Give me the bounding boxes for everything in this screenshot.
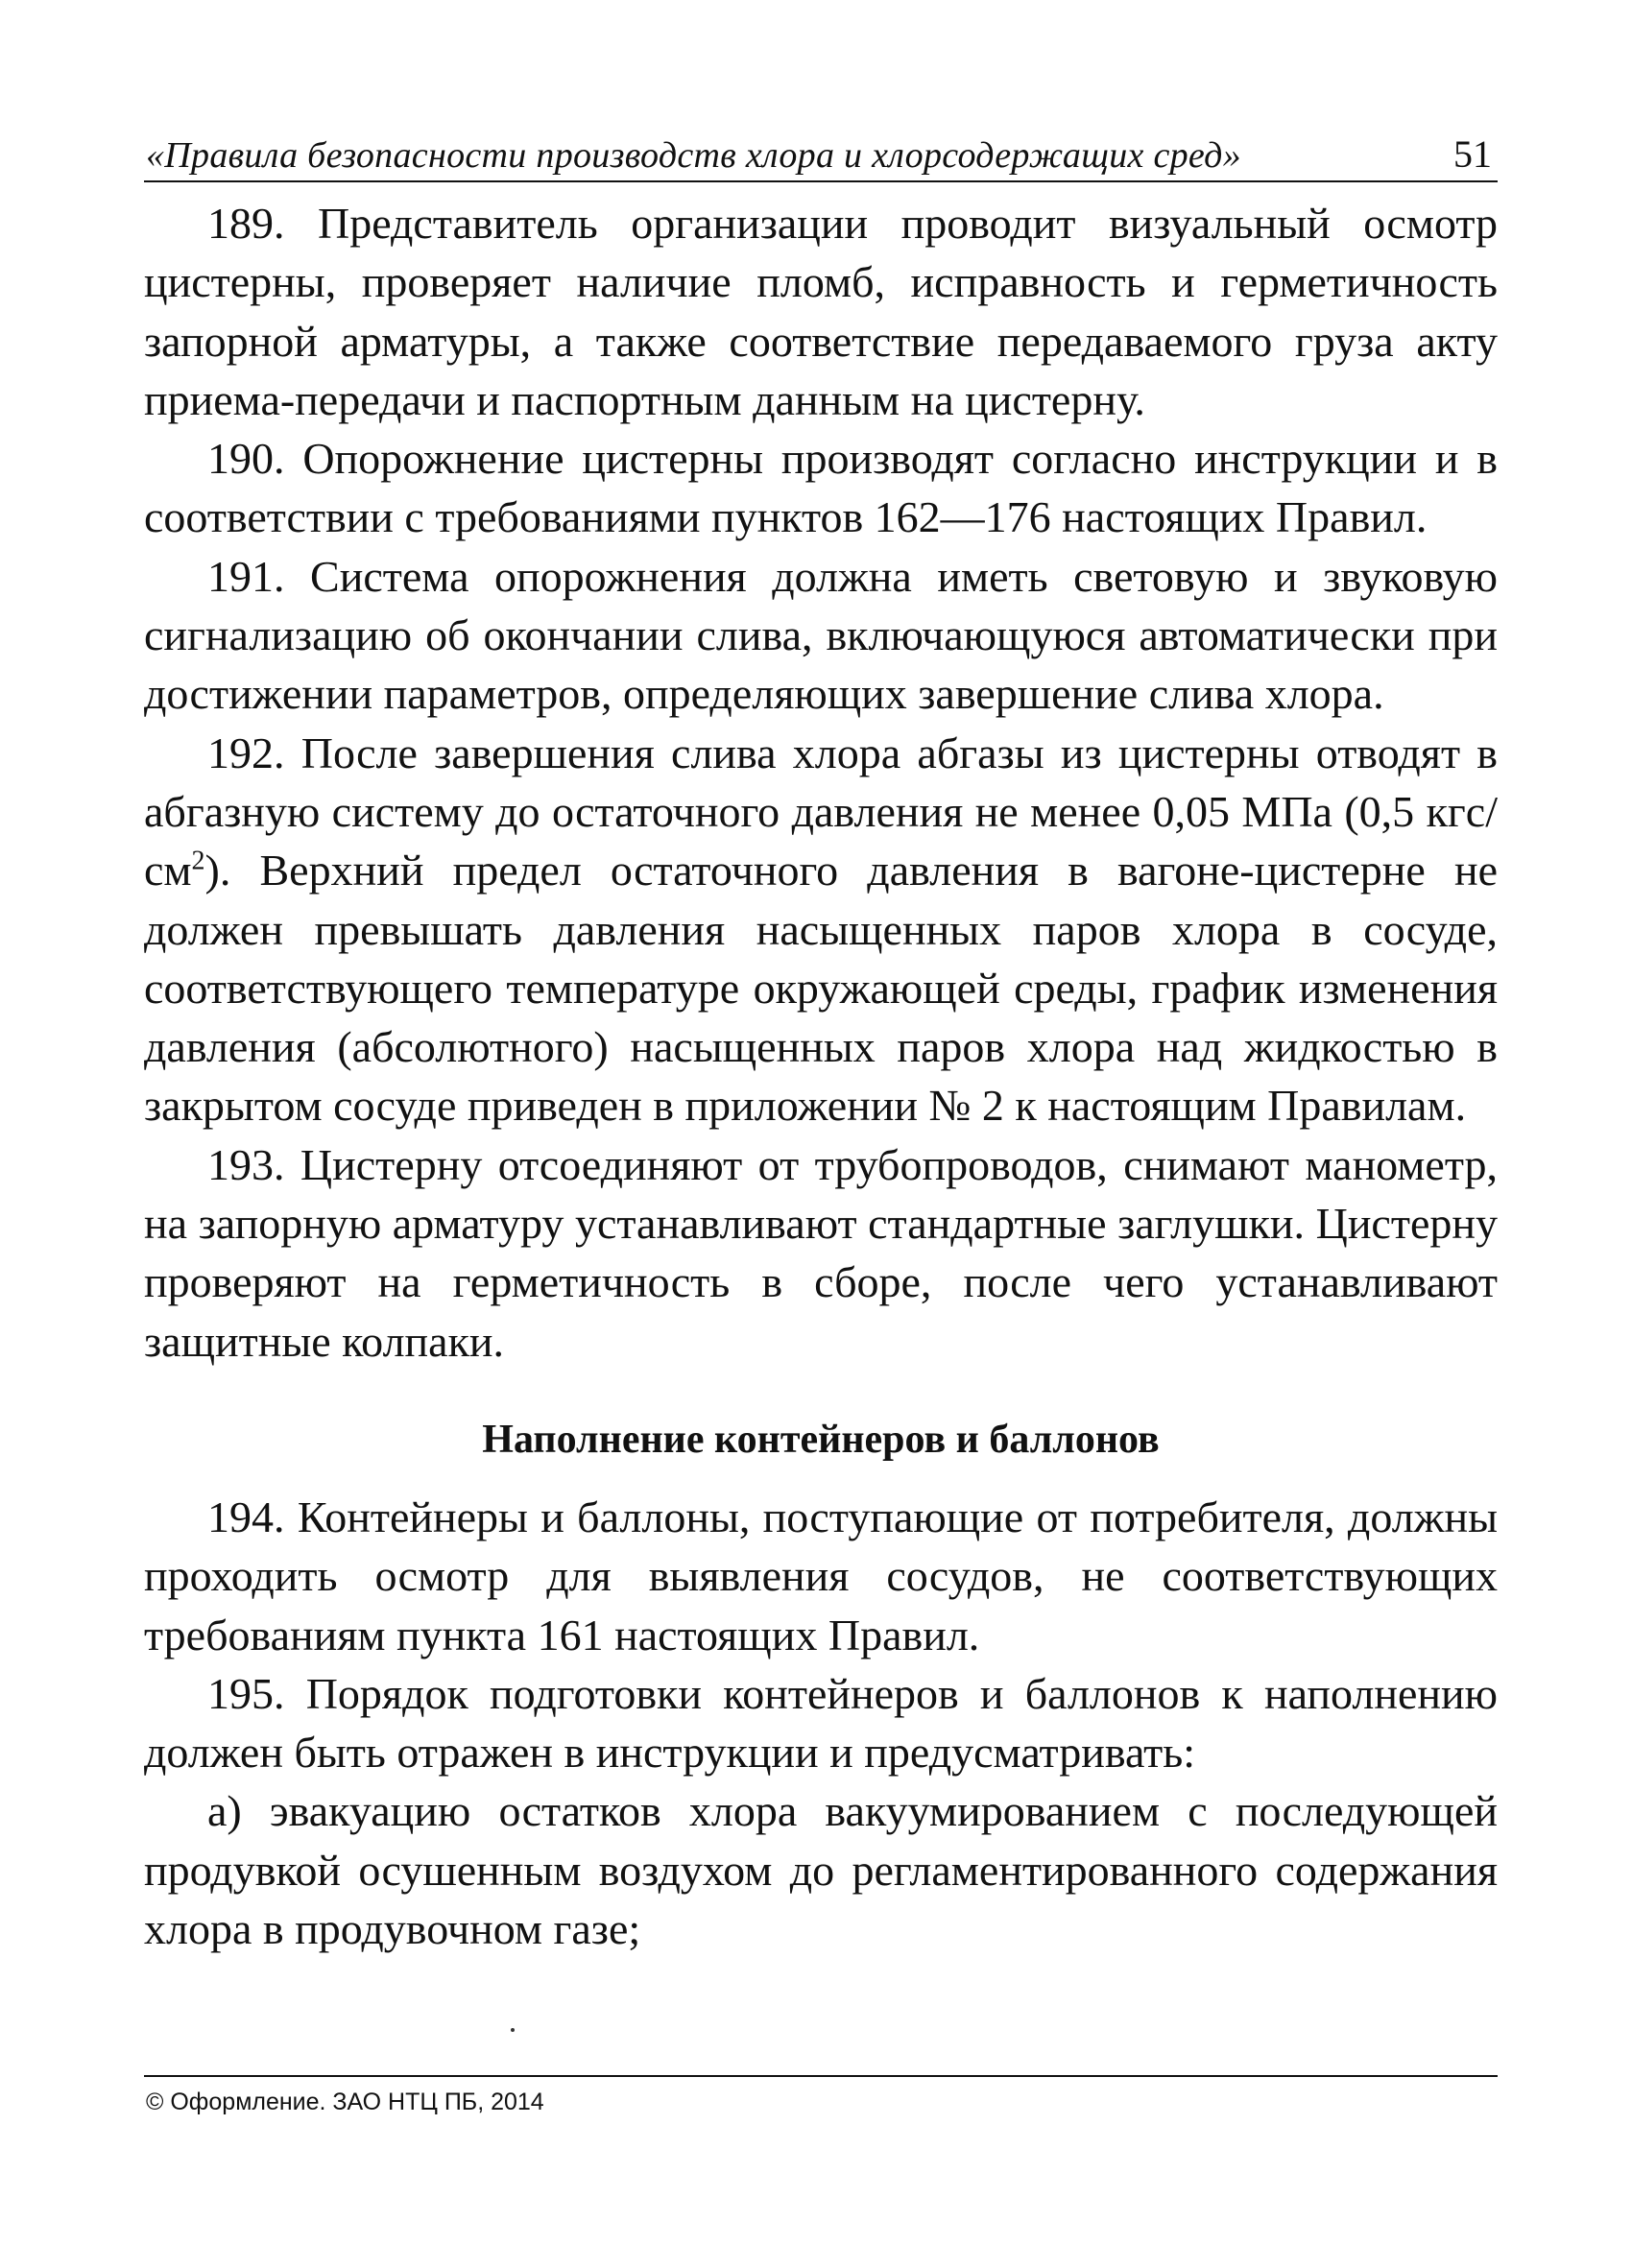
list-item-a: а) эвакуацию остатков хлора вакуумированием с последующей продувкой осушенным воздухом до регламентированного содержания хлора в продувочном газе;: [144, 1786, 1498, 1954]
paragraph-194: 194. Контейнеры и баллоны, поступающие от потребителя, должны проходить осмотр для выявления сосудов, не соответствующих требованиям пункта 161 настоящих Правил.: [144, 1492, 1498, 1659]
footer: [144, 2075, 1498, 2115]
paragraph-190: 190. Опорожнение цистерны производят согласно инструкции и в соответствии с требованиями пунктов 162—176 настоящих Правил.: [144, 434, 1498, 542]
page-number: 51: [1453, 132, 1492, 176]
paragraph-189: 189. Представитель организации проводит визуальный осмотр цистерны, проверяет наличие пломб, исправность и герметичность запорной арматуры, а также соответствие передаваемого груза акту приема-передачи и паспортным данным на цистерну.: [144, 199, 1498, 424]
section-heading: Наполнение контейнеров и баллонов: [482, 1417, 1160, 1462]
paragraph-195: 195. Порядок подготовки контейнеров и баллонов к наполнению должен быть отражен в инструкции и предусматривать:: [144, 1668, 1498, 1778]
paragraph-192: [144, 724, 1498, 1135]
document-page: [144, 106, 1498, 2169]
paragraph-191: 191. Система опорожнения должна иметь световую и звуковую сигнализацию об окончании слива, включающуюся автоматически при достижении параметров, определяющих завершение слива хлора.: [144, 551, 1498, 719]
footer-copyright: © Оформление. ЗАО НТЦ ПБ, 2014: [146, 2089, 544, 2115]
document-title: «Правила безопасности производств хлора и хлорсодержащих сред»: [146, 135, 1241, 176]
superscript-2: 2: [191, 846, 205, 876]
paragraph-193: 193. Цистерну отсоединяют от трубопроводов, снимают манометр, на запорную арматуру устанавливают стандартные заглушки. Цистерну проверяют на герметичность в сборе, после чего устанавливают защитные колпаки.: [144, 1139, 1498, 1366]
body-text: [144, 194, 1498, 1958]
paragraph-192-part2: ). Верхний предел остаточного давления в вагоне-цистерне не должен превышать давления насыщенных паров хлора в сосуде, соответствующего температуре окружающей среды, график изменения давления (абсолютного) насыщенных паров хлора над жидкостью в закрытом сосуде приведен в приложении № 2 к настоящим Правилам.: [144, 846, 1498, 1131]
scan-speck: [511, 2028, 515, 2032]
paragraph-192-part1: 192. После завершения слива хлора абгазы из цистерны отводят в абгазную систему до остаточного давления не менее 0,05 МПа (0,5 кгс/см: [144, 728, 1498, 895]
running-header: [144, 106, 1498, 182]
